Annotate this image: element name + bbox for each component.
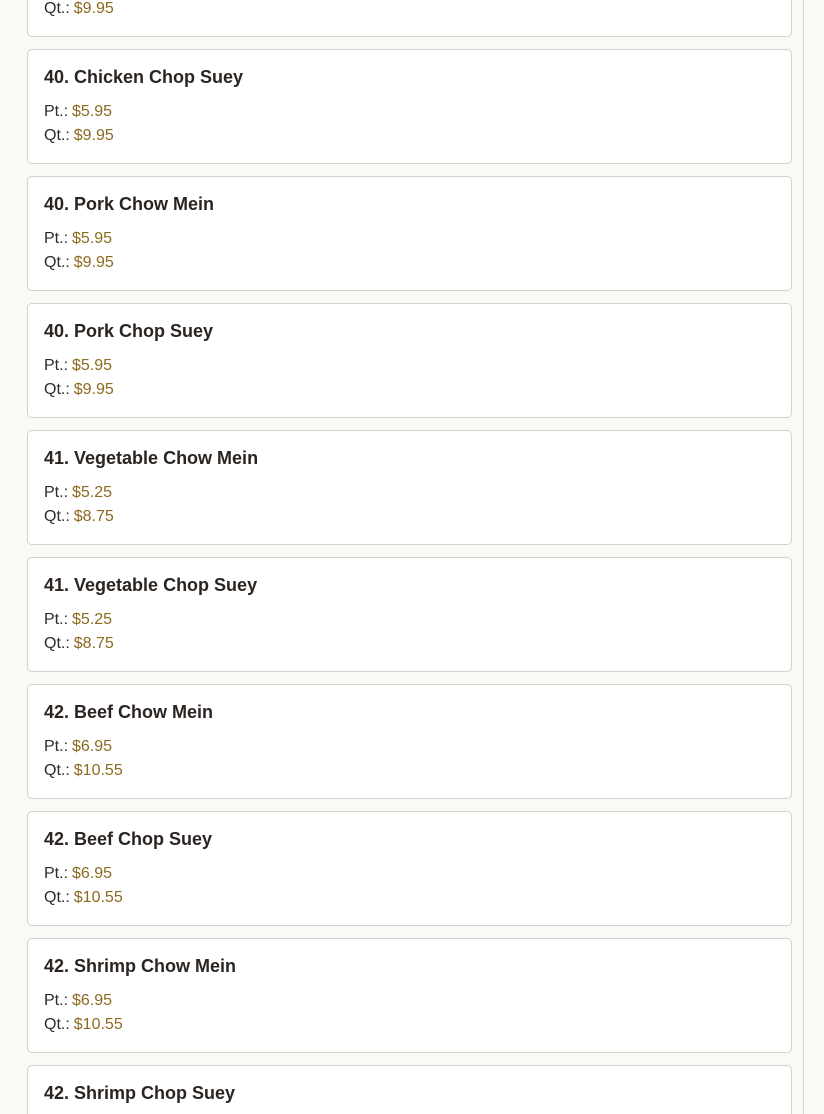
menu-item-card[interactable]	[27, 684, 792, 799]
menu-item-name: 40. Pork Chop Suey	[44, 321, 214, 341]
price-value: $6.95	[72, 738, 113, 755]
menu-list	[27, 0, 792, 1114]
price-value: $5.95	[72, 230, 113, 247]
price-value: $9.95	[73, 254, 114, 271]
price-size-label: Pt.:	[44, 230, 69, 247]
price-size-label: Qt.:	[44, 635, 70, 652]
menu-item-card[interactable]	[27, 303, 792, 418]
menu-item-card[interactable]	[27, 938, 792, 1053]
price-value: $5.95	[72, 103, 113, 120]
menu-item-name: 42. Shrimp Chow Mein	[44, 956, 237, 976]
price-value: $9.95	[73, 0, 114, 17]
menu-item-card[interactable]	[27, 430, 792, 545]
price-row	[44, 862, 775, 886]
price-value: $6.95	[72, 992, 113, 1009]
price-row	[44, 251, 775, 275]
price-row	[44, 989, 775, 1013]
menu-item-name: 42. Beef Chow Mein	[44, 702, 214, 722]
price-row	[44, 100, 775, 124]
menu-item-card[interactable]	[27, 0, 792, 37]
price-size-label: Pt.:	[44, 357, 69, 374]
menu-item-name: 42. Beef Chop Suey	[44, 829, 213, 849]
price-size-label: Pt.:	[44, 484, 69, 501]
menu-item-name: 42. Shrimp Chop Suey	[44, 1083, 236, 1103]
price-value: $10.55	[73, 1016, 123, 1033]
price-row	[44, 759, 775, 783]
menu-item-card[interactable]	[27, 557, 792, 672]
price-row	[44, 1013, 775, 1037]
price-size-label: Pt.:	[44, 103, 69, 120]
price-row	[44, 608, 775, 632]
price-row	[44, 735, 775, 759]
menu-item-name: 41. Vegetable Chop Suey	[44, 575, 258, 595]
price-size-label: Qt.:	[44, 1016, 70, 1033]
price-size-label: Pt.:	[44, 865, 69, 882]
price-value: $9.95	[73, 381, 114, 398]
price-value: $5.95	[72, 357, 113, 374]
price-size-label: Pt.:	[44, 738, 69, 755]
menu-item-card[interactable]	[27, 1065, 792, 1114]
price-size-label: Pt.:	[44, 611, 69, 628]
menu-item-card[interactable]	[27, 176, 792, 291]
price-size-label: Qt.:	[44, 508, 70, 525]
price-row	[44, 632, 775, 656]
price-row	[44, 0, 775, 21]
price-row	[44, 378, 775, 402]
price-row	[44, 481, 775, 505]
price-value: $5.25	[72, 611, 113, 628]
price-row	[44, 124, 775, 148]
price-size-label: Qt.:	[44, 889, 70, 906]
price-value: $10.55	[73, 762, 123, 779]
price-value: $10.55	[73, 889, 123, 906]
price-size-label: Qt.:	[44, 0, 70, 17]
price-value: $6.95	[72, 865, 113, 882]
page-scroll-edge	[803, 0, 804, 1114]
menu-item-name: 41. Vegetable Chow Mein	[44, 448, 259, 468]
price-size-label: Qt.:	[44, 762, 70, 779]
price-value: $5.25	[72, 484, 113, 501]
menu-item-name: 40. Pork Chow Mein	[44, 194, 215, 214]
price-value: $8.75	[73, 635, 114, 652]
menu-item-name: 40. Chicken Chop Suey	[44, 67, 244, 87]
menu-item-card[interactable]	[27, 49, 792, 164]
price-size-label: Qt.:	[44, 127, 70, 144]
price-size-label: Qt.:	[44, 381, 70, 398]
price-row	[44, 354, 775, 378]
price-value: $8.75	[73, 508, 114, 525]
price-size-label: Pt.:	[44, 992, 69, 1009]
price-value: $9.95	[73, 127, 114, 144]
price-row	[44, 227, 775, 251]
price-row	[44, 505, 775, 529]
price-row	[44, 886, 775, 910]
price-size-label: Qt.:	[44, 254, 70, 271]
menu-item-card[interactable]	[27, 811, 792, 926]
